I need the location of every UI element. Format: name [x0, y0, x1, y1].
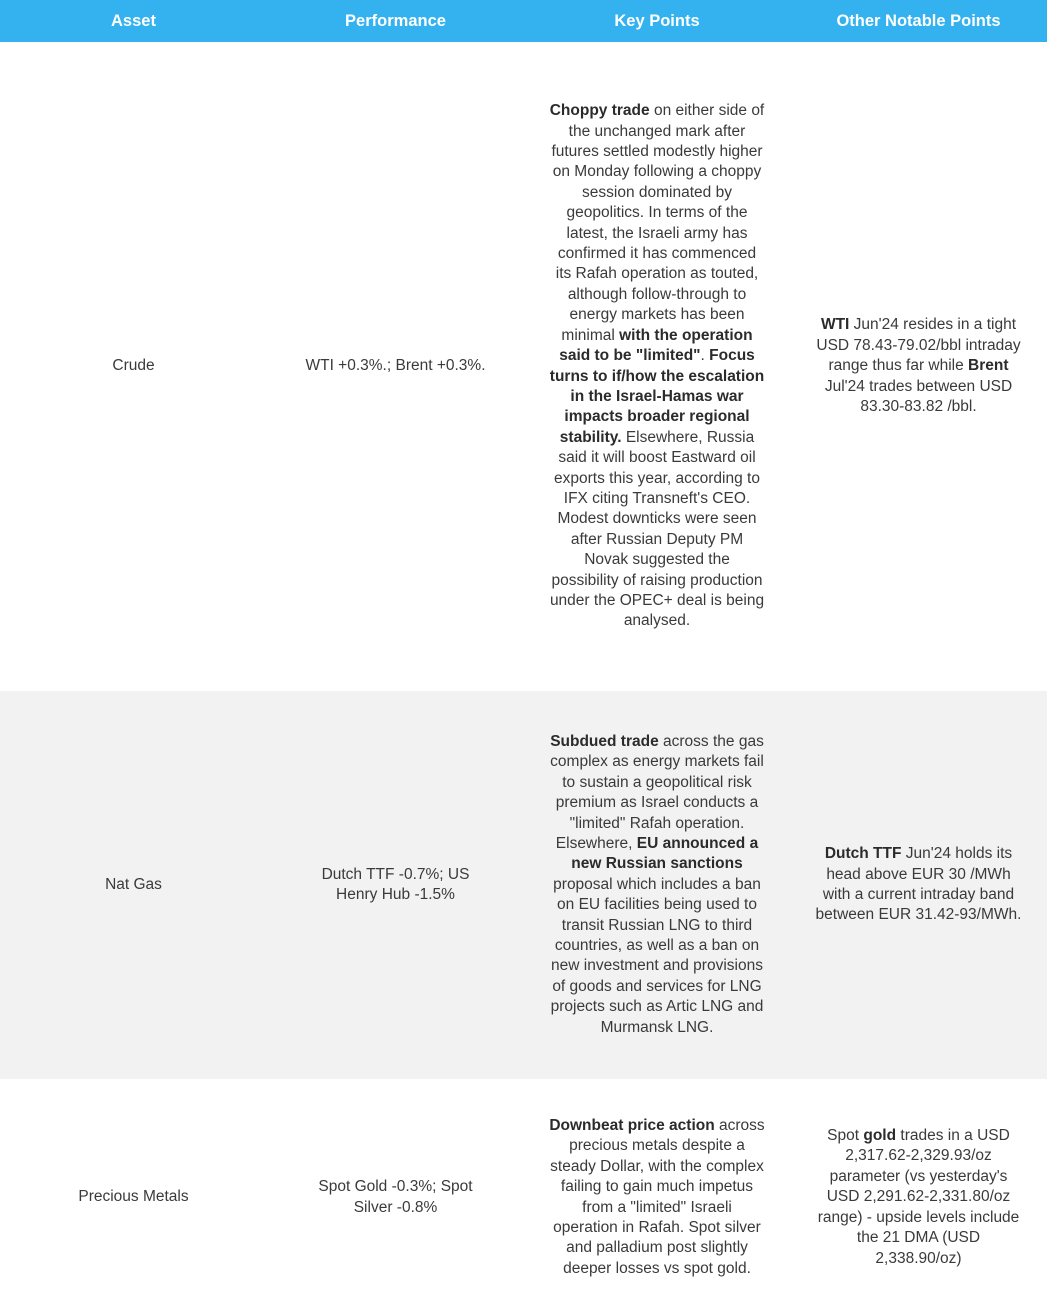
key-points-body: across the gas complex as energy markets fail to sustain a geopolitical risk premium as Israel conducts a "limited" Rafah operation. Elsewhere, — [550, 732, 764, 852]
asset-cell: Crude — [0, 42, 267, 691]
key-points-bold: Downbeat price action — [549, 1116, 715, 1134]
key-points-bold: Focus turns to if/how the escalation in the Israel-Hamas war impacts broader regional stability. — [549, 347, 765, 446]
other-notable-text — [815, 315, 1023, 417]
key-points-text — [549, 732, 765, 1038]
header-asset: Asset — [0, 0, 267, 42]
table-row-nat-gas — [0, 691, 1047, 1079]
performance-text: Spot Gold -0.3%; Spot Silver -0.8% — [318, 1178, 473, 1216]
key-points-text — [549, 101, 765, 632]
other-notable-cell — [790, 691, 1047, 1079]
header-row — [0, 0, 1047, 42]
key-points-body: . — [700, 347, 710, 365]
performance-cell — [267, 691, 524, 1079]
table-row-precious-metals — [0, 1079, 1047, 1316]
other-bold: gold — [863, 1127, 897, 1145]
asset-cell: Nat Gas — [0, 691, 267, 1079]
key-points-cell — [524, 42, 790, 691]
other-bold: Dutch TTF — [824, 845, 902, 863]
key-points-bold: Choppy trade — [549, 102, 650, 120]
key-points-bold: EU announced a new Russian sanctions — [571, 834, 759, 873]
other-notable-text — [815, 1126, 1023, 1269]
other-body: trades in a USD 2,317.62-2,329.93/oz parameter (vs yesterday's USD 2,291.62-2,331.80/oz range) - upside levels include the 21 DMA (USD 2,338.90/oz) — [817, 1127, 1020, 1267]
other-body: Jun'24 resides in a tight USD 78.43-79.02/bbl intraday range thus far while — [816, 316, 1021, 375]
performance-text: WTI +0.3%.; Brent +0.3%. — [305, 357, 486, 375]
other-body: Spot — [827, 1127, 864, 1145]
other-notable-cell — [790, 42, 1047, 691]
header-performance: Performance — [267, 0, 524, 42]
key-points-body: on either side of the unchanged mark after futures settled modestly higher on Monday following a choppy session dominated by geopolitics. In terms of the latest, the Israeli army has confirmed it has commenced its Rafah operation as touted, although follow-through to energy markets has been minimal — [551, 102, 765, 344]
key-points-body: Elsewhere, Russia said it will boost Eastward oil exports this year, according to IFX citing Transneft's CEO. Modest downticks were seen after Russian Deputy PM Novak suggested the possibility of raising production under the OPEC+ deal is being analysed. — [549, 428, 765, 630]
key-points-bold: with the operation said to be "limited" — [559, 326, 753, 365]
key-points-body: proposal which includes a ban on EU facilities being used to transit Russian LNG to third countries, as well as a ban on new investment and provisions of goods and services for LNG projects such as Artic LNG and Murmansk LNG. — [550, 875, 764, 1036]
other-body: Jul'24 trades between USD 83.30-83.82 /bbl. — [824, 377, 1013, 416]
key-points-cell — [524, 691, 790, 1079]
key-points-text — [549, 1116, 765, 1279]
performance-text: Dutch TTF -0.7%; US Henry Hub -1.5% — [321, 865, 470, 903]
other-bold: Brent — [968, 357, 1009, 375]
other-body: Jun'24 holds its head above EUR 30 /MWh with a current intraday band between EUR 31.42-93/MWh. — [815, 845, 1022, 924]
other-notable-text — [815, 844, 1023, 926]
table-row-crude — [0, 42, 1047, 691]
other-bold: WTI — [820, 316, 850, 334]
performance-cell — [267, 42, 524, 691]
header-other-notable-points: Other Notable Points — [790, 0, 1047, 42]
key-points-cell — [524, 1079, 790, 1316]
performance-cell — [267, 1079, 524, 1316]
key-points-body: across precious metals despite a steady Dollar, with the complex failing to gain much impetus from a "limited" Israeli operation in Rafah. Spot silver and palladium post slightly deeper losses vs spot gold. — [550, 1116, 765, 1277]
other-notable-cell — [790, 1079, 1047, 1316]
header-key-points: Key Points — [524, 0, 790, 42]
asset-cell: Precious Metals — [0, 1079, 267, 1316]
key-points-bold: Subdued trade — [550, 732, 659, 750]
